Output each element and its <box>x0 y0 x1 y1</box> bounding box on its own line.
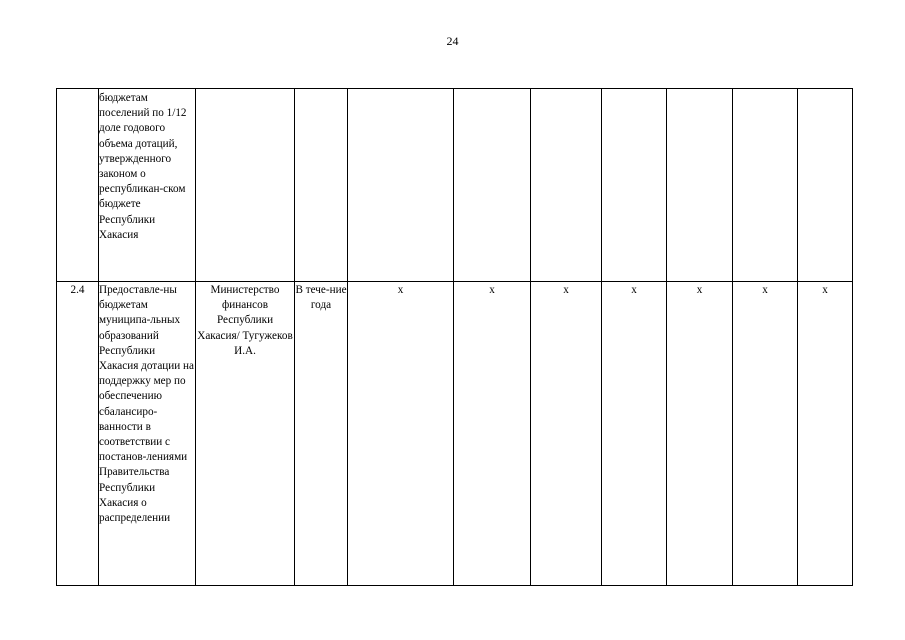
row-number-cell <box>57 89 99 282</box>
measure-description: Предоставле-ны бюджетам муниципа-льных образований Республики Хакасия дотации на поддержку мер по обеспечению сбалансиро-ванности в соответствии с постанов-лениями Правительства Республики Хакасия о распределении <box>99 284 195 525</box>
value-cell <box>667 89 733 282</box>
value-cell: х <box>348 282 454 586</box>
responsible-cell <box>196 89 295 282</box>
table-row-2-4 <box>57 282 853 586</box>
value-cell: х <box>733 282 798 586</box>
measure-description: бюджетам поселений по 1/12 доле годового объема дотаций, утвержденного законом о республикан-ском бюджете Республики Хакасия <box>99 92 187 241</box>
value-cell <box>348 89 454 282</box>
value-cell <box>798 89 853 282</box>
page-number: 24 <box>446 34 459 48</box>
value-cell: х <box>798 282 853 586</box>
value-cell: х <box>531 282 602 586</box>
value-cell <box>454 89 531 282</box>
responsible-cell: Министерство финансов Республики Хакасия/ Тугужеков И.А. <box>196 282 295 586</box>
plan-table <box>56 88 853 586</box>
table-row-continuation <box>57 89 853 282</box>
measure-description-cell <box>99 89 196 282</box>
value-cell: х <box>602 282 667 586</box>
value-cell <box>733 89 798 282</box>
term-cell: В тече-ние года <box>295 282 348 586</box>
value-cell <box>602 89 667 282</box>
value-cell: х <box>454 282 531 586</box>
value-cell <box>531 89 602 282</box>
value-cell: х <box>667 282 733 586</box>
term-cell <box>295 89 348 282</box>
measure-description-cell <box>99 282 196 586</box>
row-number-cell: 2.4 <box>57 282 99 586</box>
